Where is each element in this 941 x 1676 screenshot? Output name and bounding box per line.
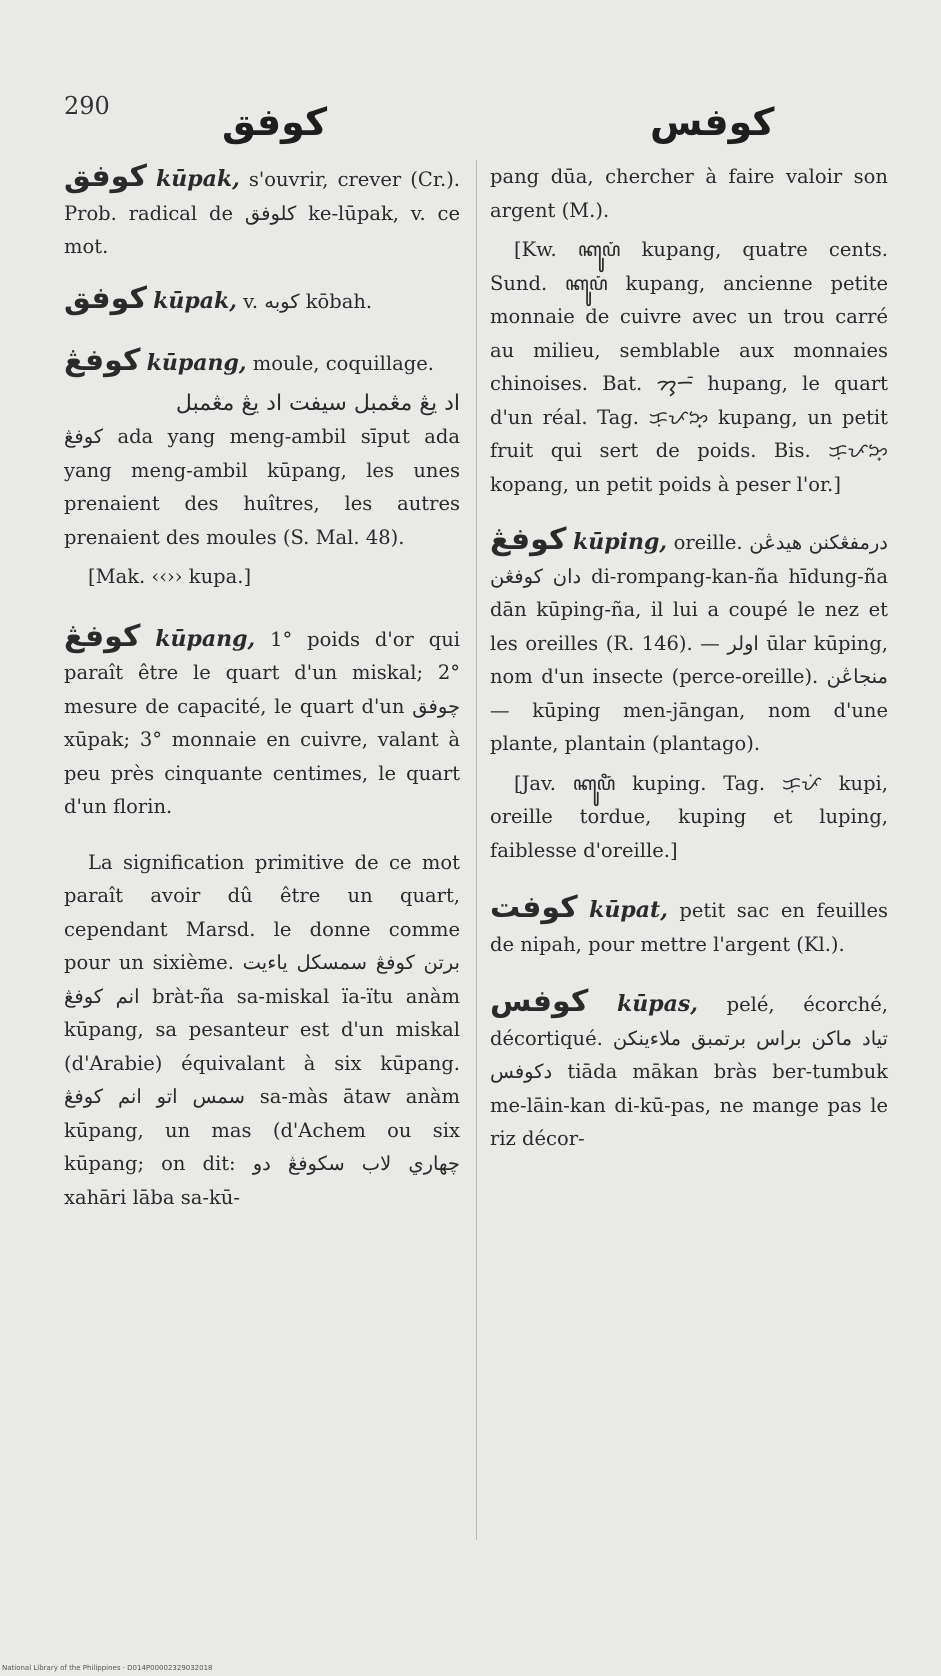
romanized-headword: kūping, xyxy=(572,529,667,555)
definition: 1° poids d'or qui paraît être le quart d'un miskal; 2° mesure de capacité, le quart d'un چوفق xūpak; 3° monnaie en cuivre, valant à peu près cinquante centimes, le quart d'un florin. xyxy=(64,627,460,818)
arabic-headword: كوفق xyxy=(64,280,147,316)
definition: oreille. درمفڠكنن هيدڠن دان كوفڠن di-rompang-kan-ña hīdung-ña dān kūping-ña, il lui a coupé le nez et les oreilles (R. 146). — اولر ūlar kūping, nom d'un insecte (perce-oreille). منجاڠن — kūping men-jāngan, nom d'une plante, plantain (plantago). xyxy=(490,531,888,755)
entry-kupas xyxy=(490,985,888,1156)
column-divider xyxy=(476,160,477,1540)
entry-kupak-1 xyxy=(64,160,460,264)
continuation-text: pang dūa, chercher à faire valoir son argent (M.). xyxy=(490,165,888,222)
usage-paragraph: La signification primitive de ce mot paraît avoir dû être un quart, cependant Marsd. le donne comme pour un sixième. برتن كوفڠ سمسكل ياءيت انم كوفڠ bràt-ña sa-miskal ïa-ïtu anàm kūpang, sa pesanteur est d'un miskal (d'Arabie) équivalant à six kūpang. سمس اتو انم كوفڠ sa-màs ātaw anàm kūpang, un mas (d'Achem ou six kūpang; on dit: چهاري لاب سكوفڠ دو xahāri lāba sa-kū- xyxy=(64,850,460,1209)
definition: s'ouvrir, crever (Cr.). Prob. radical de كلوفق ke-lūpak, v. ce mot. xyxy=(64,168,461,258)
romanized-headword: kūpang, xyxy=(146,350,247,376)
page-number: 290 xyxy=(64,92,110,120)
arabic-headword: كوفت xyxy=(490,890,578,925)
arabic-headword: كوفڠ xyxy=(490,522,567,557)
entry-kupak-2 xyxy=(64,282,460,319)
running-head-left: كوفق xyxy=(222,100,328,144)
arabic-headword: كوفڠ xyxy=(64,343,141,378)
etymology-note: [Mak. ‹‹›› kupa.] xyxy=(88,565,252,588)
romanized-headword: kūpat, xyxy=(589,897,668,923)
left-column xyxy=(64,160,460,1236)
entry-kupang-1 xyxy=(64,344,460,381)
scan-footer: National Library of the Philippines · D014P00002329032018 xyxy=(2,1664,213,1672)
entry-kupat xyxy=(490,891,888,961)
definition: moule, coquillage. xyxy=(246,352,434,375)
definition: petit sac en feuilles de nipah, pour mettre l'argent (Kl.). xyxy=(490,899,888,956)
romanized-headword: kūpak, xyxy=(156,166,240,192)
entry-kuping xyxy=(490,523,888,761)
arabic-headword: كوفس xyxy=(490,984,589,1019)
romanized-headword: kūpak, xyxy=(153,287,237,314)
example-translation: كوفڠ ada yang meng-ambil sīput ada yang meng-ambil kūpang, les unes prenaient des huîtres, les autres prenaient des moules (S. Mal. 48). xyxy=(64,425,460,549)
romanized-headword: kūpang, xyxy=(155,625,256,652)
romanized-headword: kūpas, xyxy=(617,991,698,1017)
cognates-note-2: [Jav. ꦏꦸꦥꦶꦁ kuping. Tag. ᜃᜓᜉᜒ kupi, oreille tordue, kuping et luping, faiblesse d'oreille.] xyxy=(490,771,888,862)
definition: pelé, écorché, décortiqué. تياد ماكن براس برتمبق ملاءينكن دكوفس tiāda mākan bràs ber-tumbuk me-lāin-kan di-kū-pas, ne mange pas le riz décor- xyxy=(490,993,889,1150)
arabic-headword: كوفق xyxy=(64,159,147,194)
right-column xyxy=(490,160,888,1178)
arabic-headword: كوفڠ xyxy=(64,618,141,654)
arabic-example: اد يڠ مڠمبل سيفت اد يڠ مڠمبل xyxy=(175,390,460,416)
definition: v. كوبه kōbah. xyxy=(236,289,373,313)
cognates-note: [Kw. ꦏꦸꦥꦁ kupang, quatre cents. Sund. ꦏꦸꦥꦁ kupang, ancienne petite monnaie de cuivre avec un trou carré au milieu, semblable aux monnaies chinoises. Bat. ᯂᯮᯇᯰ hupang, le quart d'un réal. Tag. ᜃᜓᜉᜅ᜔ kupang, un petit fruit qui sert de poids. Bis. ᜃᜓᜉᜅ᜔ kopang, un petit poids à peser l'or.] xyxy=(490,238,888,496)
running-head-right: كوفس xyxy=(650,100,775,144)
entry-kupang-2 xyxy=(64,620,460,824)
